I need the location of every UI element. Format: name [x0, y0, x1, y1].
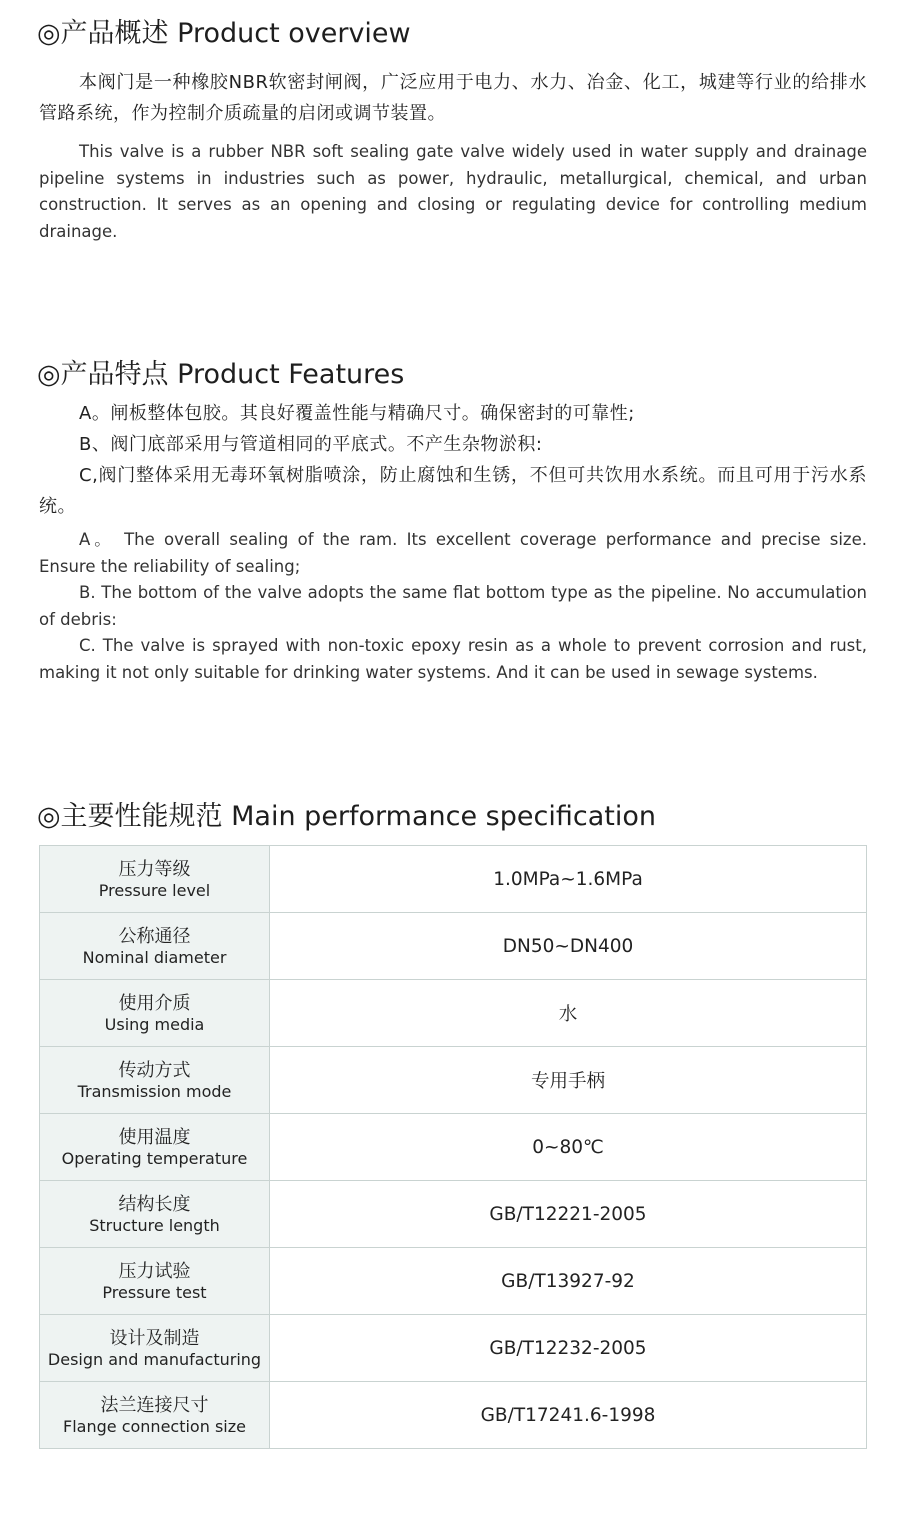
spec-label-en: Pressure test	[102, 1282, 207, 1302]
spec-label-zh: 公称通径	[118, 925, 191, 947]
spec-label	[40, 1315, 270, 1382]
spec-value: 1.0MPa~1.6MPa	[270, 846, 867, 913]
features-heading: ◎产品特点 Product Features	[37, 359, 405, 390]
spec-value: DN50~DN400	[270, 913, 867, 980]
feature-a-zh: A。闸板整体包胶。其良好覆盖性能与精确尺寸。确保密封的可靠性;	[79, 403, 635, 424]
spec-label	[40, 1047, 270, 1114]
overview-heading: ◎产品概述 Product overview	[37, 18, 411, 49]
spec-label-en: Transmission mode	[77, 1081, 232, 1101]
spec-label-en: Pressure level	[98, 880, 211, 900]
spec-label	[40, 1114, 270, 1181]
feature-a-en: A。 The overall sealing of the ram. Its excellent coverage performance and precise size. Ensure the reliability of sealing;	[39, 530, 867, 576]
spec-label-en: Structure length	[89, 1215, 220, 1235]
spec-value: GB/T13927-92	[270, 1248, 867, 1315]
spec-label	[40, 846, 270, 913]
feature-c-en: C. The valve is sprayed with non-toxic epoxy resin as a whole to prevent corrosion and rust, making it not only suitable for drinking water systems. And it can be used in sewage systems.	[39, 636, 867, 682]
spec-row-operating-temperature	[40, 1114, 867, 1181]
spec-label-zh: 结构长度	[118, 1193, 191, 1215]
spec-label-en: Flange connection size	[63, 1416, 246, 1436]
spec-label-zh: 法兰连接尺寸	[100, 1394, 209, 1416]
spec-label-zh: 使用温度	[118, 1126, 191, 1148]
feature-b-zh: B、阀门底部采用与管道相同的平底式。不产生杂物淤积:	[79, 434, 543, 455]
spec-value: 专用手柄	[270, 1047, 867, 1114]
spec-row-structure-length	[40, 1181, 867, 1248]
feature-c-zh: C,阀门整体采用无毒环氧树脂喷涂，防止腐蚀和生锈，不但可共饮用水系统。而且可用于污水系统。	[39, 465, 867, 517]
spec-row-transmission-mode	[40, 1047, 867, 1114]
spec-label	[40, 913, 270, 980]
feature-b-en: B. The bottom of the valve adopts the same flat bottom type as the pipeline. No accumulation of debris:	[39, 583, 867, 629]
overview-text-zh: 本阀门是一种橡胶NBR软密封闸阀，广泛应用于电力、水力、冶金、化工，城建等行业的给排水管路系统，作为控制介质疏量的启闭或调节装置。	[39, 72, 867, 124]
spec-label-zh: 使用介质	[118, 992, 191, 1014]
spec-row-pressure-level	[40, 846, 867, 913]
spec-label-zh: 压力等级	[118, 858, 191, 880]
spec-value: GB/T12232-2005	[270, 1315, 867, 1382]
spec-value: GB/T17241.6-1998	[270, 1382, 867, 1449]
spec-table	[39, 845, 867, 1449]
spec-row-using-media	[40, 980, 867, 1047]
spec-label	[40, 1248, 270, 1315]
spec-value: GB/T12221-2005	[270, 1181, 867, 1248]
spec-row-design-manufacturing	[40, 1315, 867, 1382]
spec-value: 水	[270, 980, 867, 1047]
spec-heading: ◎主要性能规范 Main performance specification	[37, 801, 656, 832]
overview-text-en: This valve is a rubber NBR soft sealing gate valve widely used in water supply and drainage pipeline systems in industries such as power, hydraulic, metallurgical, chemical, and urban construction. It serves as an opening and closing or regulating device for controlling medium drainage.	[39, 142, 867, 241]
spec-label-zh: 传动方式	[118, 1059, 191, 1081]
spec-label-en: Nominal diameter	[82, 947, 227, 967]
spec-label	[40, 1382, 270, 1449]
spec-row-flange-connection	[40, 1382, 867, 1449]
spec-label	[40, 1181, 270, 1248]
spec-label-en: Using media	[104, 1014, 205, 1034]
spec-label-zh: 压力试验	[118, 1260, 191, 1282]
spec-label-en: Operating temperature	[61, 1148, 248, 1168]
spec-label-en: Design and manufacturing	[47, 1349, 262, 1369]
spec-row-nominal-diameter	[40, 913, 867, 980]
spec-row-pressure-test	[40, 1248, 867, 1315]
spec-label-zh: 设计及制造	[109, 1327, 200, 1349]
spec-label	[40, 980, 270, 1047]
spec-value: 0~80℃	[270, 1114, 867, 1181]
